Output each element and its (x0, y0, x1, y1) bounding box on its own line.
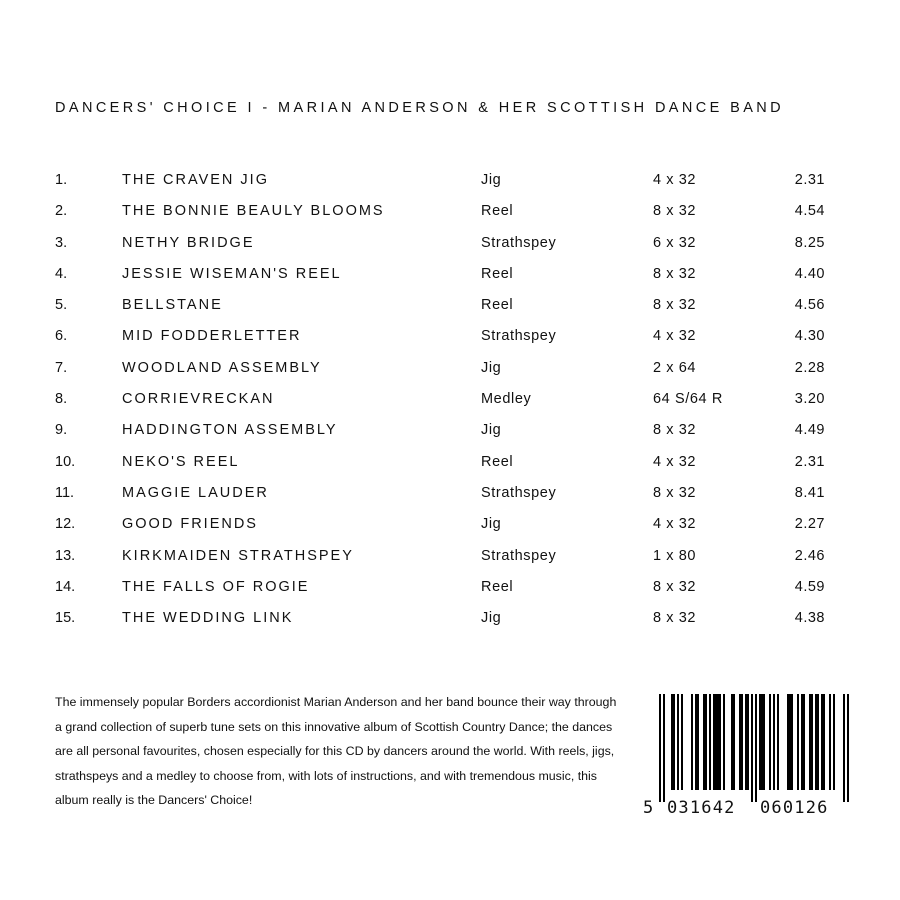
track-number: 7. (55, 359, 68, 376)
track-duration: 4.49 (794, 422, 825, 439)
barcode-bar (777, 694, 779, 790)
track-duration: 4.38 (794, 610, 825, 627)
track-title: JESSIE WISEMAN'S REEL (122, 265, 342, 282)
track-form: 8 x 32 (653, 578, 697, 595)
track-dance-type: Medley (481, 391, 532, 408)
barcode-bar (731, 694, 733, 790)
barcode-bar (703, 694, 705, 790)
barcode-group-right: 060126 (760, 798, 829, 818)
track-number: 15. (55, 610, 76, 627)
barcode-group-left: 031642 (667, 798, 736, 818)
barcode-bar (713, 694, 715, 790)
track-row (55, 548, 855, 579)
track-number: 13. (55, 547, 76, 564)
track-dance-type: Strathspey (481, 328, 557, 345)
track-duration: 8.25 (794, 234, 825, 251)
track-row (55, 172, 855, 203)
track-duration: 2.31 (794, 453, 825, 470)
barcode-bar (747, 694, 749, 790)
track-form: 4 x 32 (653, 172, 697, 188)
track-duration: 8.41 (794, 484, 825, 501)
barcode-bar (789, 694, 791, 790)
track-title: THE BONNIE BEAULY BLOOMS (122, 203, 385, 220)
track-dance-type: Strathspey (481, 234, 557, 251)
barcode-bar (717, 694, 719, 790)
barcode-bar (745, 694, 747, 790)
track-duration: 2.31 (794, 172, 825, 188)
barcode-bar (695, 694, 697, 790)
track-list (55, 172, 855, 641)
track-row (55, 579, 855, 610)
barcode-bar (677, 694, 679, 790)
track-form: 6 x 32 (653, 234, 697, 251)
track-form: 2 x 64 (653, 359, 697, 376)
track-form: 8 x 32 (653, 203, 697, 220)
barcode-bar (763, 694, 765, 790)
track-row (55, 203, 855, 234)
track-form: 8 x 32 (653, 297, 697, 314)
barcode-bar (829, 694, 831, 790)
track-duration: 2.46 (794, 547, 825, 564)
track-row (55, 391, 855, 422)
barcode (643, 692, 853, 826)
track-number: 9. (55, 422, 68, 439)
track-dance-type: Jig (481, 516, 502, 533)
barcode-bar (673, 694, 675, 790)
track-row (55, 360, 855, 391)
track-form: 1 x 80 (653, 547, 697, 564)
track-title: THE FALLS OF ROGIE (122, 578, 310, 595)
barcode-bars (643, 692, 853, 802)
barcode-bar (663, 694, 665, 802)
track-title: CORRIEVRECKAN (122, 391, 275, 408)
track-form: 64 S/64 R (653, 391, 723, 408)
track-row (55, 610, 855, 641)
barcode-bar (843, 694, 845, 802)
track-title: NEKO'S REEL (122, 453, 240, 470)
track-duration: 4.40 (794, 265, 825, 282)
barcode-bar (823, 694, 825, 790)
track-form: 8 x 32 (653, 422, 697, 439)
track-form: 8 x 32 (653, 265, 697, 282)
track-title: MID FODDERLETTER (122, 328, 302, 345)
track-row (55, 235, 855, 266)
barcode-bar (705, 694, 707, 790)
track-form: 4 x 32 (653, 328, 697, 345)
track-number: 11. (55, 484, 75, 501)
track-number: 14. (55, 578, 76, 595)
track-duration: 4.59 (794, 578, 825, 595)
barcode-bar (691, 694, 693, 790)
track-duration: 2.27 (794, 516, 825, 533)
barcode-digits (643, 796, 853, 822)
track-title: MAGGIE LAUDER (122, 484, 269, 501)
barcode-bar (811, 694, 813, 790)
barcode-bar (817, 694, 819, 790)
track-number: 1. (55, 172, 68, 188)
track-title: THE CRAVEN JIG (122, 172, 269, 188)
track-dance-type: Reel (481, 203, 514, 220)
album-description: The immensely popular Borders accordionist Marian Anderson and her band bounce their way through a grand collection of superb tune sets on this innovative album of Scottish Country Dance; the dances are all personal favourites, chosen especially for this CD by dancers around the world. With reels, jigs, strathspeys and a medley to choose from, with lots of instructions, and with tremendous music, this album really is the Dancers' Choice! (55, 695, 617, 808)
barcode-bar (671, 694, 673, 790)
track-duration: 2.28 (794, 359, 825, 376)
track-number: 3. (55, 234, 68, 251)
barcode-bar (761, 694, 763, 790)
track-number: 12. (55, 516, 76, 533)
track-form: 4 x 32 (653, 453, 697, 470)
track-duration: 4.56 (794, 297, 825, 314)
barcode-bar (803, 694, 805, 790)
barcode-bar (723, 694, 725, 790)
barcode-bar (697, 694, 699, 790)
track-form: 8 x 32 (653, 484, 697, 501)
track-number: 4. (55, 265, 68, 282)
track-dance-type: Reel (481, 297, 514, 314)
barcode-bar (815, 694, 817, 790)
track-form: 4 x 32 (653, 516, 697, 533)
track-duration: 3.20 (794, 391, 825, 408)
track-number: 6. (55, 328, 68, 345)
track-dance-type: Reel (481, 453, 514, 470)
barcode-lead-digit: 5 (643, 798, 654, 818)
barcode-bar (759, 694, 761, 790)
track-number: 5. (55, 297, 68, 314)
barcode-bar (833, 694, 835, 790)
track-title: NETHY BRIDGE (122, 234, 255, 251)
track-dance-type: Reel (481, 578, 514, 595)
barcode-bar (741, 694, 743, 790)
track-dance-type: Jig (481, 172, 502, 188)
track-title: BELLSTANE (122, 297, 223, 314)
track-duration: 4.54 (794, 203, 825, 220)
track-form: 8 x 32 (653, 610, 697, 627)
track-row (55, 422, 855, 453)
barcode-bar (801, 694, 803, 790)
barcode-bar (751, 694, 753, 802)
track-row (55, 516, 855, 547)
track-row (55, 297, 855, 328)
track-dance-type: Jig (481, 359, 502, 376)
track-title: GOOD FRIENDS (122, 516, 258, 533)
track-title: WOODLAND ASSEMBLY (122, 359, 322, 376)
barcode-bar (773, 694, 775, 790)
track-number: 2. (55, 203, 68, 220)
track-title: KIRKMAIDEN STRATHSPEY (122, 547, 354, 564)
track-dance-type: Strathspey (481, 484, 557, 501)
barcode-bar (791, 694, 793, 790)
track-dance-type: Strathspey (481, 547, 557, 564)
barcode-bar (769, 694, 771, 790)
track-number: 10. (55, 453, 76, 470)
barcode-bar (797, 694, 799, 790)
track-number: 8. (55, 391, 68, 408)
album-title: DANCERS' CHOICE I - MARIAN ANDERSON & HER SCOTTISH DANCE BAND (55, 100, 785, 116)
track-dance-type: Jig (481, 610, 502, 627)
track-title: THE WEDDING LINK (122, 610, 294, 627)
track-dance-type: Reel (481, 265, 514, 282)
track-title: HADDINGTON ASSEMBLY (122, 422, 338, 439)
barcode-bar (809, 694, 811, 790)
barcode-bar (821, 694, 823, 790)
barcode-bar (715, 694, 717, 790)
barcode-bar (787, 694, 789, 790)
barcode-bar (681, 694, 683, 790)
barcode-bar (739, 694, 741, 790)
track-row (55, 454, 855, 485)
barcode-bar (733, 694, 735, 790)
track-row (55, 485, 855, 516)
barcode-bar (709, 694, 711, 790)
track-duration: 4.30 (794, 328, 825, 345)
track-row (55, 266, 855, 297)
barcode-bar (659, 694, 661, 802)
barcode-bar (719, 694, 721, 790)
track-row (55, 328, 855, 359)
barcode-bar (755, 694, 757, 802)
barcode-bar (847, 694, 849, 802)
track-dance-type: Jig (481, 422, 502, 439)
